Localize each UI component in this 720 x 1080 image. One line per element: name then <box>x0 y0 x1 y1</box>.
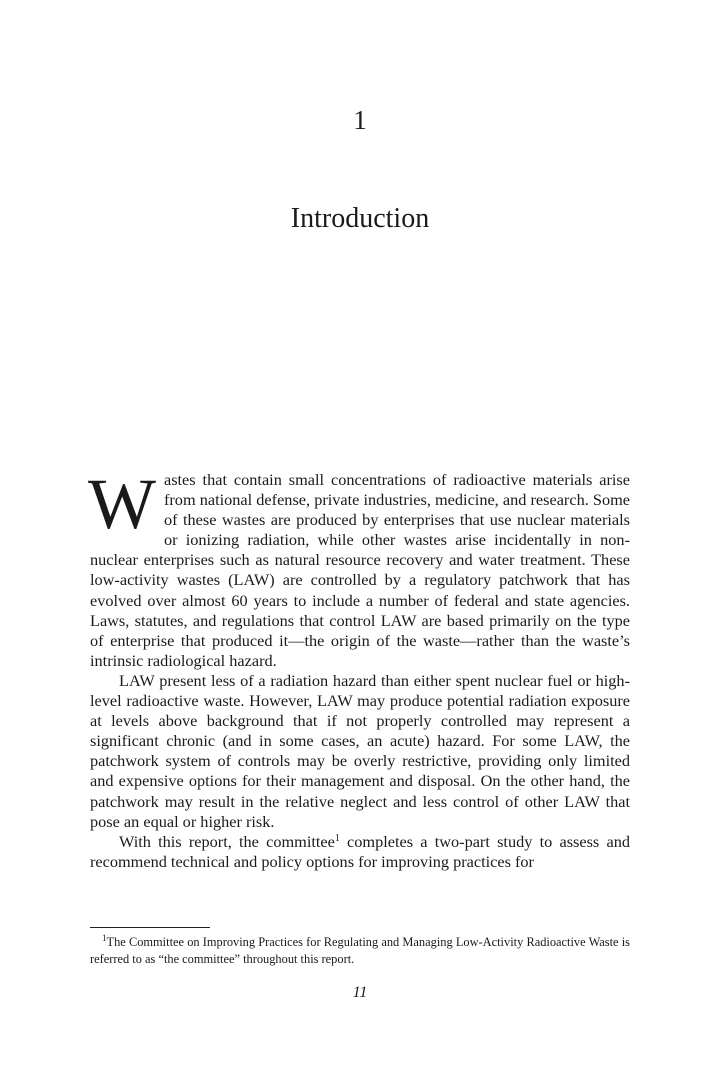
paragraph-1-text: astes that contain small concentrations of radioactive materials arise from national defense, private industries, medicine, and research. Some of these wastes are produced by enterprises that use nuclear materials or ionizing radiation, while other wastes arise incidentally in non-nuclear enterprises such as natural resource recovery and water treatment. These low-activity wastes (LAW) are controlled by a regulatory patchwork that has evolved over almost 60 years to include a number of federal and state agencies. Laws, statutes, and regulations that control LAW are based primarily on the type of enterprise that produced it—the origin of the waste—rather than the waste’s intrinsic radiological hazard. <box>90 470 630 670</box>
footnote-text: The Committee on Improving Practices for Regulating and Managing Low-Activity Radioactive Waste is referred to as “the committee” throughout this report. <box>90 935 630 966</box>
drop-cap: W <box>88 464 156 544</box>
chapter-number: 1 <box>353 105 367 135</box>
paragraph-1 <box>88 464 630 671</box>
paragraph-3-text-end: completes a two-part study to assess and recommend technical and policy options for improving practices for <box>90 831 630 871</box>
footnote-mark: 1 <box>102 933 107 943</box>
footnote-reference: 1 <box>334 832 340 844</box>
chapter-title: Introduction <box>290 203 430 234</box>
footnote <box>90 934 630 968</box>
body-text <box>88 464 630 872</box>
footnote-divider <box>90 927 210 928</box>
page-number: 11 <box>352 984 368 1001</box>
paragraph-2: LAW present less of a radiation hazard than either spent nuclear fuel or high-level radioactive waste. However, LAW may produce potential radiation exposure at levels above background that if not properly controlled may represent a significant chronic (and in some cases, an acute) hazard. For some LAW, the patchwork system of controls may be overly restrictive, providing only limited and expensive options for their management and disposal. On the other hand, the patchwork may result in the relative neglect and less control of other LAW that pose an equal or higher risk. <box>90 670 630 831</box>
paragraph-3 <box>90 832 630 872</box>
paragraph-3-text-start: With this report, the committee <box>119 831 335 851</box>
